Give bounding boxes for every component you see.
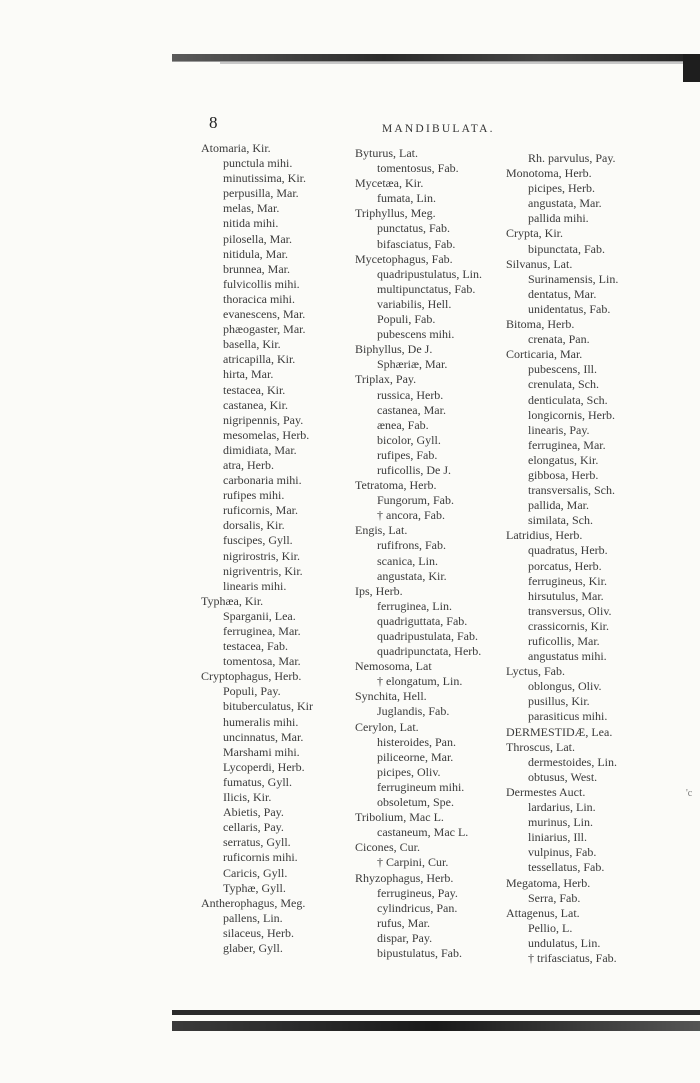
species-entry: evanescens, Mar.: [223, 307, 306, 322]
species-entry: ruficollis, Mar.: [528, 634, 600, 648]
species-entry: obsoletum, Spe.: [377, 795, 454, 810]
species-entry: ferrugineus, Pay.: [377, 885, 458, 900]
species-entry: dorsalis, Kir.: [223, 518, 285, 533]
genus-heading: Cryptophagus, Herb.: [201, 669, 302, 684]
species-entry: dentatus, Mar.: [528, 286, 597, 301]
species-entry: pilosella, Mar.: [223, 231, 292, 246]
species-entry: crenata, Pan.: [528, 332, 590, 347]
species-entry: Populi, Fab.: [377, 312, 436, 327]
species-entry: ferrugineus, Kir.: [528, 573, 607, 588]
species-entry: dermestoides, Lin.: [528, 754, 617, 769]
species-entry: punctatus, Fab.: [377, 221, 450, 236]
species-entry: fulvicollis mihi.: [223, 276, 300, 291]
genus-heading: Tetratoma, Herb.: [355, 478, 437, 493]
species-entry: quadripustulata, Fab.: [377, 629, 478, 643]
species-entry: testacea, Fab.: [223, 639, 288, 654]
species-entry: porcatus, Herb.: [528, 558, 602, 573]
species-entry: ferrugineum mihi.: [377, 779, 465, 794]
marginal-mark: 'c: [686, 788, 693, 799]
species-entry: scanica, Lin.: [377, 553, 438, 568]
species-entry: pubescens mihi.: [377, 327, 455, 342]
species-entry: † elongatum, Lin.: [377, 674, 463, 689]
species-entry: humeralis mihi.: [223, 714, 299, 729]
species-entry: ruficornis, Mar.: [223, 503, 298, 518]
species-entry: pubescens, Ill.: [528, 362, 597, 377]
genus-heading: Dermestes Auct.: [506, 784, 586, 799]
species-entry: unidentatus, Fab.: [528, 301, 611, 316]
species-entry: brunnea, Mar.: [223, 261, 290, 276]
genus-heading: Latridius, Herb.: [506, 528, 583, 543]
species-entry: Typhæ, Gyll.: [223, 880, 286, 895]
species-entry: denticulata, Sch.: [528, 392, 608, 407]
species-entry: parasiticus mihi.: [528, 709, 608, 724]
species-entry: murinus, Lin.: [528, 815, 593, 830]
genus-heading: Throscus, Lat.: [506, 739, 575, 754]
genus-heading: Monotoma, Herb.: [506, 166, 592, 181]
genus-heading: Attagenus, Lat.: [506, 905, 580, 920]
species-entry: russica, Herb.: [377, 387, 444, 402]
species-entry: angustatus mihi.: [528, 649, 607, 664]
genus-heading: DERMESTIDÆ, Lea.: [506, 724, 613, 739]
genus-heading: Atomaria, Kir.: [201, 141, 271, 155]
species-entry: ferruginea, Mar.: [528, 437, 606, 452]
species-entry: nigripennis, Pay.: [223, 412, 304, 427]
top-rule: [172, 54, 700, 62]
species-entry: castanea, Kir.: [223, 397, 288, 412]
species-entry: Rh. parvulus, Pay.: [528, 151, 616, 165]
species-entry: multipunctatus, Fab.: [377, 281, 476, 296]
species-entry: Abietis, Pay.: [223, 805, 284, 820]
species-entry: Marshami mihi.: [223, 744, 300, 759]
species-entry: quadratus, Herb.: [528, 543, 608, 558]
top-rule-shadow: [220, 62, 690, 64]
species-entry: Surinamensis, Lin.: [528, 271, 619, 286]
bottom-rule-heavy: [172, 1021, 700, 1031]
species-entry: ruficollis, De J.: [377, 462, 451, 477]
genus-heading: Ips, Herb.: [355, 583, 403, 598]
species-entry: cellaris, Pay.: [223, 820, 284, 835]
species-entry: tessellatus, Fab.: [528, 860, 605, 875]
genus-heading: Mycetophagus, Fab.: [355, 251, 453, 266]
species-entry: undulatus, Lin.: [528, 935, 601, 950]
species-entry: rufipes, Fab.: [377, 447, 438, 462]
species-entry: transversus, Oliv.: [528, 603, 612, 618]
species-entry: quadripunctata, Herb.: [377, 644, 482, 659]
species-entry: pallida mihi.: [528, 211, 589, 226]
species-entry: basella, Kir.: [223, 337, 281, 352]
species-entry: testacea, Kir.: [223, 382, 286, 397]
species-entry: bituberculatus, Kir: [223, 699, 313, 714]
species-entry: gibbosa, Herb.: [528, 467, 599, 482]
species-entry: atra, Herb.: [223, 457, 274, 472]
species-entry: castanea, Mar.: [377, 402, 446, 417]
species-entry: crassicornis, Kir.: [528, 618, 609, 633]
species-entry: glaber, Gyll.: [223, 940, 283, 955]
species-entry: obtusus, West.: [528, 769, 598, 784]
species-entry: fumata, Lin.: [377, 191, 436, 206]
species-entry: dimidiata, Mar.: [223, 442, 297, 457]
species-entry: vulpinus, Fab.: [528, 845, 597, 860]
species-entry: silaceus, Herb.: [223, 925, 294, 940]
corner-edge-mark: [683, 54, 700, 82]
species-entry: liniarius, Ill.: [528, 830, 587, 845]
species-entry: piliceorne, Mar.: [377, 749, 454, 764]
genus-heading: Synchita, Hell.: [355, 689, 427, 704]
running-title: MANDIBULATA.: [382, 123, 495, 135]
species-entry: † trifasciatus, Fab.: [528, 950, 617, 965]
genus-heading: Megatoma, Herb.: [506, 875, 591, 890]
species-entry: Lycoperdi, Herb.: [223, 759, 305, 774]
species-entry: Populi, Pay.: [223, 684, 281, 699]
species-entry: bifasciatus, Fab.: [377, 236, 456, 251]
species-entry: ænea, Fab.: [377, 417, 429, 432]
species-entry: bipunctata, Fab.: [528, 241, 605, 256]
species-entry: Pellio, L.: [528, 920, 573, 935]
genus-heading: Cicones, Cur.: [355, 840, 420, 855]
page-number: 8: [209, 113, 218, 132]
species-entry: atricapilla, Kir.: [223, 352, 296, 367]
species-entry: nigrirostris, Kir.: [223, 548, 300, 563]
species-entry: fuscipes, Gyll.: [223, 533, 293, 548]
species-entry: cylindricus, Pan.: [377, 900, 458, 915]
species-entry: Fungorum, Fab.: [377, 493, 455, 508]
species-entry: mesomelas, Herb.: [223, 427, 310, 442]
species-entry: bicolor, Gyll.: [377, 432, 441, 447]
genus-heading: Crypta, Kir.: [506, 226, 563, 241]
species-entry: punctula mihi.: [223, 156, 293, 171]
genus-heading: Biphyllus, De J.: [355, 342, 433, 357]
species-entry: carbonaria mihi.: [223, 473, 302, 488]
species-entry: pusillus, Kir.: [528, 694, 590, 709]
column-right: [506, 151, 696, 966]
bottom-rule: [172, 1010, 700, 1015]
species-entry: picipes, Oliv.: [377, 764, 441, 779]
species-entry: † Carpini, Cur.: [377, 855, 449, 870]
genus-heading: Engis, Lat.: [355, 523, 408, 538]
species-entry: rufipes mihi.: [223, 488, 285, 503]
genus-heading: Silvanus, Lat.: [506, 256, 573, 271]
species-entry: bipustulatus, Fab.: [377, 945, 463, 960]
species-entry: tomentosa, Mar.: [223, 654, 301, 669]
species-entry: longicornis, Herb.: [528, 407, 615, 422]
species-entry: linearis, Pay.: [528, 422, 590, 437]
species-entry: Serra, Fab.: [528, 890, 581, 905]
species-entry: ferruginea, Mar.: [223, 624, 301, 638]
genus-heading: Rhyzophagus, Herb.: [355, 870, 454, 885]
species-entry: nigriventris, Kir.: [223, 563, 303, 578]
genus-heading: Bitoma, Herb.: [506, 317, 575, 332]
genus-heading: Byturus, Lat.: [355, 146, 418, 160]
species-entry: linearis mihi.: [223, 578, 287, 593]
species-entry: uncinnatus, Mar.: [223, 729, 304, 744]
species-entry: quadriguttata, Fab.: [377, 613, 468, 628]
species-entry: similata, Sch.: [528, 513, 593, 528]
genus-heading: Corticaria, Mar.: [506, 347, 583, 362]
genus-heading: Nemosoma, Lat: [355, 659, 432, 674]
genus-heading: Mycetæa, Kir.: [355, 176, 424, 191]
species-entry: pallida, Mar.: [528, 498, 589, 513]
species-entry: variabilis, Hell.: [377, 296, 452, 311]
species-entry: phæogaster, Mar.: [223, 322, 306, 337]
species-entry: Ilicis, Kir.: [223, 790, 272, 805]
species-entry: ruficornis mihi.: [223, 850, 298, 865]
species-entry: histeroides, Pan.: [377, 734, 456, 749]
species-entry: Juglandis, Fab.: [377, 704, 450, 719]
species-entry: Sphæriæ, Mar.: [377, 357, 448, 372]
species-entry: crenulata, Sch.: [528, 377, 599, 392]
species-entry: castaneum, Mac L.: [377, 825, 469, 840]
genus-heading: Tribolium, Mac L.: [355, 810, 444, 825]
species-entry: hirsutulus, Mar.: [528, 588, 604, 603]
species-entry: hirta, Mar.: [223, 367, 274, 382]
species-entry: lardarius, Lin.: [528, 800, 596, 815]
genus-heading: Typhæa, Kir.: [201, 593, 264, 608]
genus-heading: Lyctus, Fab.: [506, 664, 565, 679]
species-entry: angustata, Mar.: [528, 196, 602, 211]
species-entry: Caricis, Gyll.: [223, 865, 288, 880]
species-entry: thoracica mihi.: [223, 291, 295, 306]
species-entry: ferruginea, Lin.: [377, 598, 452, 613]
species-entry: minutissima, Kir.: [223, 171, 307, 186]
species-entry: tomentosus, Fab.: [377, 161, 459, 176]
species-entry: Sparganii, Lea.: [223, 608, 296, 623]
species-entry: picipes, Herb.: [528, 181, 595, 196]
species-entry: nitidula, Mar.: [223, 246, 288, 261]
species-entry: elongatus, Kir.: [528, 452, 599, 467]
species-entry: rufifrons, Fab.: [377, 538, 446, 553]
species-entry: dispar, Pay.: [377, 930, 433, 945]
species-entry: oblongus, Oliv.: [528, 679, 602, 694]
genus-heading: Antherophagus, Meg.: [201, 895, 306, 910]
species-entry: quadripustulatus, Lin.: [377, 266, 482, 281]
species-entry: fumatus, Gyll.: [223, 774, 292, 789]
species-entry: perpusilla, Mar.: [223, 186, 299, 201]
genus-heading: Triphyllus, Meg.: [355, 206, 436, 221]
species-entry: † ancora, Fab.: [377, 508, 445, 523]
species-entry: nitida mihi.: [223, 216, 279, 231]
species-entry: angustata, Kir.: [377, 568, 447, 583]
species-entry: melas, Mar.: [223, 201, 280, 216]
species-entry: pallens, Lin.: [223, 910, 283, 925]
genus-heading: Cerylon, Lat.: [355, 719, 419, 734]
genus-heading: Triplax, Pay.: [355, 372, 417, 387]
species-entry: serratus, Gyll.: [223, 835, 291, 850]
species-entry: transversalis, Sch.: [528, 483, 615, 498]
species-entry: rufus, Mar.: [377, 915, 430, 930]
